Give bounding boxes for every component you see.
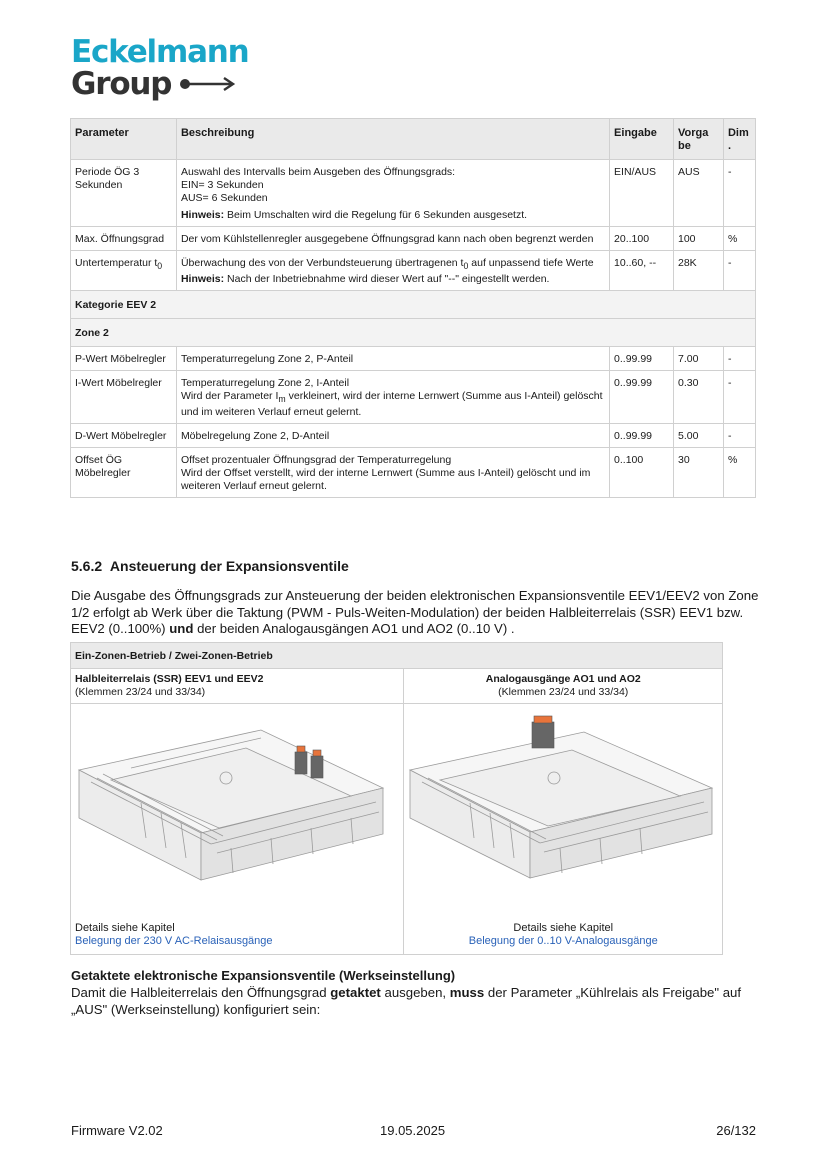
intro-text: der beiden Analogausgängen AO1 und AO2 (0..10 V) . [193,621,515,636]
header-parameter: Parameter [71,119,177,160]
hint-label: Hinweis: [180,273,225,286]
arrow-icon [179,76,237,92]
zone-cell: Zone 2 [71,319,756,347]
ops-left-image-cell [71,704,404,955]
desc-text: Wird der Parameter I [180,390,279,403]
intro-bold: und [169,621,194,636]
zone-row [71,319,756,347]
desc-text: auf unpassend tiefe Werte [468,257,594,269]
cell-input: 0..99.99 [610,371,674,424]
operation-table [70,642,723,955]
desc-line: Auswahl des Intervalls beim Ausgeben des Öffnungsgrads: [180,166,456,178]
cell-input: 0..99.99 [610,347,674,371]
left-subtitle: (Klemmen 23/24 und 33/34) [75,686,206,698]
param-subscript: 0 [157,261,163,272]
cell-dim: - [723,251,755,291]
controller-drawing-analog [404,708,723,898]
intro-text: Die Ausgabe des Öffnungsgrads zur Ansteuerung der beiden elektronischen Expansionsventile EEV1/EEV2 von Zone 1/2 erfolgt ab Werk über die Taktung (PWM - Puls-Weiten-Modulation) der beiden Halbleiterrelais (SSR) EEV1 bzw. EEV2 (0..100%) [71,588,759,636]
section-heading [71,558,349,574]
cell-desc: Temperaturregelung Zone 2, P-Anteil [176,347,609,371]
ops-image-row [71,704,723,955]
desc-line: Offset prozentualer Öffnungsgrad der Temperaturregelung [180,454,452,467]
ops-title-row [71,669,723,704]
hint-line [181,209,605,222]
body-text: der Parameter „Kühlrelais als Freigabe" auf „AUS" (Werkseinstellung) konfiguriert sein: [71,985,742,1017]
cell-default: 0.30 [674,371,724,424]
desc-subscript: 0 [463,261,469,272]
table-row [71,347,756,371]
hint-label: Hinweis: [180,209,225,221]
category-cell: Kategorie EEV 2 [71,291,756,319]
footer-date: 19.05.2025 [380,1123,446,1138]
param-text: Untertemperatur t [75,257,158,269]
desc-subscript: m [278,394,286,405]
cell-dim: - [723,371,755,424]
category-row [71,291,756,319]
cell-dim: - [723,424,755,448]
cell-default: 28K [674,251,724,291]
body-bold: muss [449,985,485,1000]
subsection-title: Getaktete elektronische Expansionsventile (Werkseinstellung) [71,968,456,983]
cell-default: AUS [674,160,724,227]
table-header-row [71,119,756,160]
parameter-table [70,118,756,498]
ops-right-image-cell [404,704,723,955]
cell-input: 0..99.99 [610,424,674,448]
cell-desc [176,448,609,498]
body-text: Damit die Halbleiterrelais den Öffnungsgrad [71,985,331,1000]
section-title: Ansteuerung der Expansionsventile [109,558,349,574]
cell-param: I-Wert Möbelregler [71,371,177,424]
right-details [404,922,722,948]
controller-drawing-ssr [71,708,405,898]
details-label: Details siehe Kapitel [513,922,614,934]
brand-line2 [71,68,249,100]
right-subtitle: (Klemmen 23/24 und 33/34) [498,686,629,698]
right-title: Analogausgänge AO1 und AO2 [485,673,641,685]
details-label: Details siehe Kapitel [75,922,175,934]
desc-line [181,257,605,273]
cell-default: 7.00 [674,347,724,371]
cell-desc [176,160,609,227]
hint-text: Nach der Inbetriebnahme wird dieser Wert auf "--" eingestellt werden. [224,273,550,286]
subsection-paragraph [71,985,771,1018]
hint-line [181,273,605,286]
cell-input: EIN/AUS [610,160,674,227]
relay-outputs-link[interactable]: Belegung der 230 V AC-Relaisausgänge [75,935,273,947]
table-row [71,227,756,251]
header-dim: Dim . [723,119,755,160]
ops-header-row [71,643,723,669]
cell-param: D-Wert Möbelregler [71,424,177,448]
footer-firmware: Firmware V2.02 [71,1123,163,1138]
brand-line1: Eckelmann [71,34,249,70]
cell-desc [176,371,609,424]
table-row [71,371,756,424]
desc-line: AUS= 6 Sekunden [180,192,268,204]
cell-input: 10..60, -- [610,251,674,291]
table-row [71,424,756,448]
cell-desc: Möbelregelung Zone 2, D-Anteil [176,424,609,448]
brand-logo [71,36,249,100]
table-row [71,160,756,227]
cell-dim: % [723,448,755,498]
cell-dim: - [723,347,755,371]
header-beschreibung: Beschreibung [176,119,609,160]
desc-line: EIN= 3 Sekunden [180,179,264,191]
table-row [71,251,756,291]
left-title: Halbleiterrelais (SSR) EEV1 und EEV2 [75,673,264,685]
cell-default: 5.00 [674,424,724,448]
cell-default: 100 [674,227,724,251]
ops-right-title-cell [404,669,723,704]
table-row [71,448,756,498]
body-bold: getaktet [330,985,381,1000]
cell-param [71,251,177,291]
cell-input: 0..100 [610,448,674,498]
cell-param: Max. Öffnungsgrad [71,227,177,251]
ops-left-title-cell [71,669,404,704]
analog-outputs-link[interactable]: Belegung der 0..10 V-Analogausgänge [468,935,658,947]
cell-dim: % [723,227,755,251]
desc-line: Temperaturregelung Zone 2, I-Anteil [180,377,350,390]
desc-text: verkleinert, wird der interne Lernwert (Summe aus I-Anteil) gelöscht und im weiteren Verlauf erneut gelernt. [180,390,603,419]
hint-text: Beim Umschalten wird die Regelung für 6 Sekunden ausgesetzt. [224,209,528,221]
cell-desc: Der vom Kühlstellenregler ausgegebene Öffnungsgrad kann nach oben begrenzt werden [176,227,609,251]
ops-header: Ein-Zonen-Betrieb / Zwei-Zonen-Betrieb [71,643,723,669]
desc-line: Wird der Offset verstellt, wird der interne Lernwert (Summe aus I-Anteil) gelöscht und im weiteren Verlauf erneut gelernt. [180,467,591,493]
cell-param: Offset ÖG Möbelregler [71,448,177,498]
cell-default: 30 [674,448,724,498]
footer-page: 26/132 [716,1123,756,1138]
cell-input: 20..100 [610,227,674,251]
body-text: ausgeben, [380,985,450,1000]
brand-line2-text: Group [71,66,172,102]
section-number: 5.6.2 [71,558,103,574]
cell-dim: - [723,160,755,227]
header-vorgabe: Vorga be [674,119,724,160]
left-details [75,922,273,948]
cell-desc [176,251,609,291]
desc-line [181,390,605,419]
cell-param: Periode ÖG 3 Sekunden [71,160,177,227]
intro-paragraph [71,588,771,638]
cell-param: P-Wert Möbelregler [71,347,177,371]
header-eingabe: Eingabe [610,119,674,160]
desc-text: Überwachung des von der Verbundsteuerung übertragenen t [180,257,464,269]
